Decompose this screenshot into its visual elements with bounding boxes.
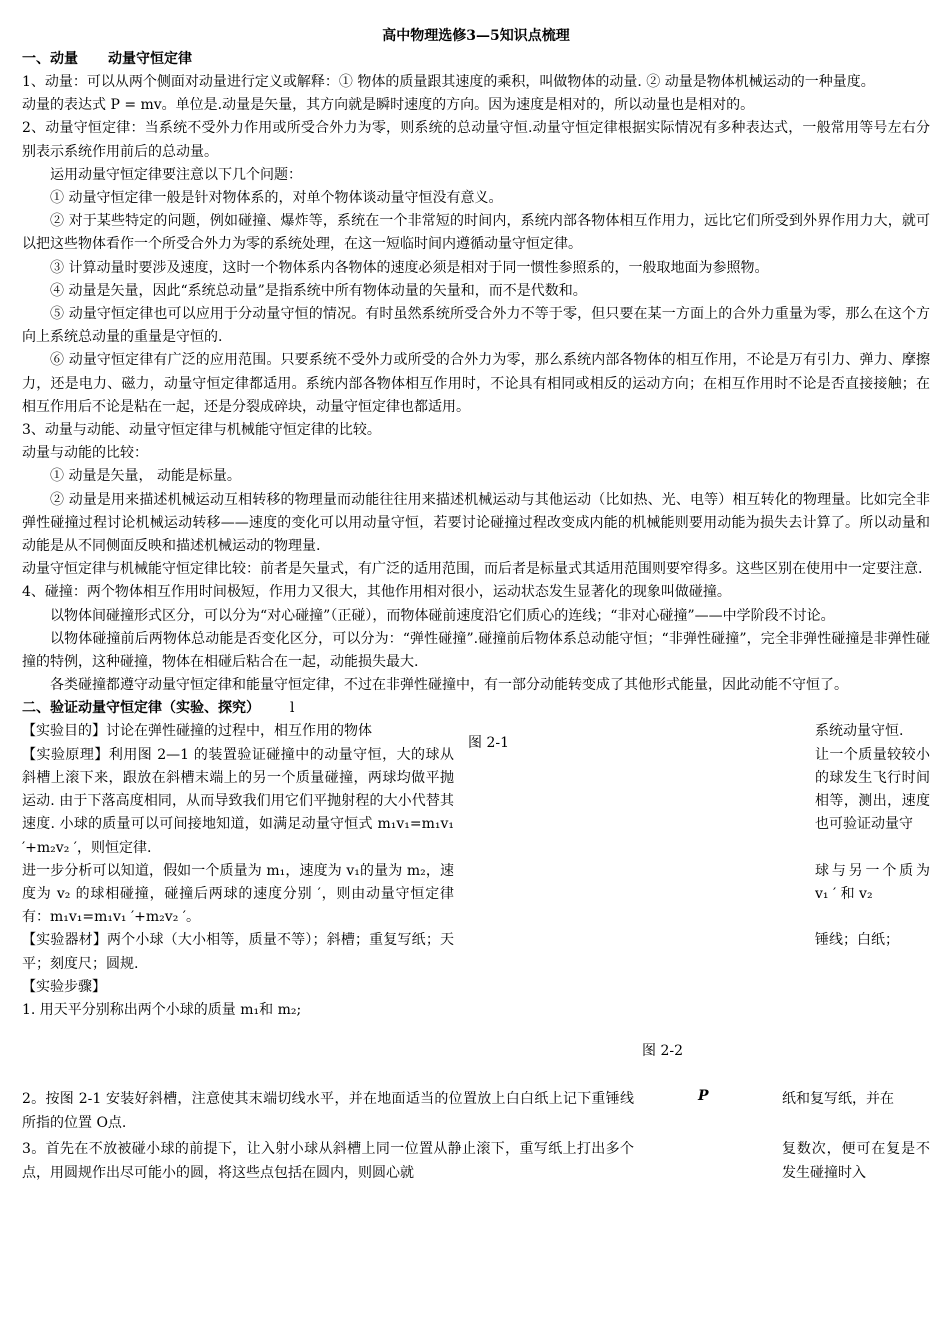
section-1-heading-part-a: 一、动量 [22,51,78,67]
figure-2-2-label: 图 2-2 [642,1043,683,1060]
document-page [22,26,930,1194]
paragraph-law-comparison: 动量守恒定律与机械能守恒定律比较：前者是矢量式，有广泛的适用范围，而后者是标量式其适用范围则要窄得多。这些区别在使用中一定要注意. [22,561,923,578]
section-1-heading-part-b: 动量守恒定律 [108,51,192,67]
point-p-label: P [698,1088,709,1105]
note-4: ④ 动量是矢量，因此“系统总动量”是指系统中所有物体动量的矢量和，而不是代数和。 [50,282,587,299]
section-2-heading-mark: l [290,700,295,717]
paragraph-momentum-definition: 1、动量：可以从两个侧面对动量进行定义或解释：① 物体的质量跟其速度的乘积，叫做物体的动量. ② 动量是物体机械运动的一种量度。 [22,74,875,90]
experiment-right-column [815,720,930,952]
experiment-equipment: 【实验器材】两个小球（大小相等，质量不等）；斜槽；重复写纸；天平；刻度尺；圆规. [22,932,454,972]
note-5: ⑤ 动量守恒定律也可以应用于分动量守恒的情况。有时虽然系统所受合外力不等于零，但只要在某一方面上的合外力重量为零，那么在这个方向上系统总动量的重量是守恒的. [22,306,930,346]
experiment-step-3-right: 复数次，便可在复是不发生碰撞时入 [782,1141,930,1181]
figure-2-1-label: 图 2-1 [468,735,509,752]
comparison-2: ② 动量是用来描述机械运动互相转移的物理量而动能往往用来描述机械运动与其他运动（比如热、光、电等）相互转化的物理量。比如完全非弹性碰撞过程讨论机械运动转移——速度的变化可以用动量守恒，若要讨论碰撞过程改变成内能的机械能则要用动能为损失去计算了。所以动量和动能是从不同侧面反映和描述机械运动的物理量. [22,491,930,555]
experiment-step-3: 3。首先在不放被碰小球的前提下，让入射小球从斜槽上同一位置从静止滚下，重写纸上打出多个点，用圆规作出尽可能小的圆，将这些点包括在圆内，则圆心就 [22,1141,634,1181]
note-2: ② 对于某些特定的问题，例如碰撞、爆炸等，系统在一个非常短的时间内，系统内部各物体相互作用力，远比它们所受到外界作用力大，就可以把这些物体看作一个所受合外力为零的系统处理，在这一短临时间内遵循动量守恒定律。 [22,213,930,253]
section-2-heading-text: 二、验证动量守恒定律（实验、探究） [22,700,260,717]
paragraph-collision-central: 以物体间碰撞形式区分，可以分为“对心碰撞”（正碰），而物体碰前速度沿它们质心的连线；“非对心碰撞”——中学阶段不讨论。 [50,607,835,624]
experiment-columns [22,720,930,1194]
page-title: 高中物理选修3—5知识点梳理 [382,28,570,44]
right-fragment-1: 系统动量守恒. [815,723,904,740]
right-fragment-4: 锤线；白纸； [815,931,899,948]
paragraph-momentum-vs-energy: 动量与动能的比较： [22,445,148,462]
right-fragment-2: 让一个质量较较小的球发生飞行时间相等，测出，速度也可验证动量守 [815,746,930,833]
experiment-step-2-right: 纸和复写纸，并在 [782,1091,894,1108]
experiment-principle: 【实验原理】利用图 2—1 的装置验证碰撞中的动量守恒，大的球从斜槽上滚下来，跟放在斜槽末端上的另一个质量碰撞，两球均做平抛运动. 由于下落高度相同，从而导致我们用它们平抛射程的大小代替其速度. 小球的质量可以可间接地知道，如满足动量守恒式 m₁v₁=m₁v₁ ′+m₂v₂ ′，则恒定律. [22,746,454,856]
experiment-steps-title: 【实验步骤】 [22,978,106,995]
note-3: ③ 计算动量时要涉及速度，这时一个物体系内各物体的速度必须是相对于同一惯性参照系的，一般取地面为参照物。 [50,259,769,276]
paragraph-collision-definition: 4、碰撞：两个物体相互作用时间极短，作用力又很大，其他作用相对很小，运动状态发生显著化的现象叫做碰撞。 [22,584,731,601]
paragraph-conservation-law: 2、动量守恒定律：当系统不受外力作用或所受合外力为零，则系统的总动量守恒.动量守恒定律根据实际情况有多种表达式，一般常用等号左右分别表示系统作用前后的总动量。 [22,120,930,160]
paragraph-collision-energy: 各类碰撞都遵守动量守恒定律和能量守恒定律，不过在非弹性碰撞中，有一部分动能转变成了其他形式能量，因此动能不守恒了。 [50,677,848,694]
right-fragment-3: 球与另一个质为 v₁ ′ 和 v₂ [815,862,930,902]
experiment-step-1: 1. 用天平分别称出两个小球的质量 m₁和 m₂; [22,1001,302,1018]
paragraph-momentum-expression: 动量的表达式 P = mv。单位是.动量是矢量，其方向就是瞬时速度的方向。因为速度是相对的，所以动量也是相对的。 [22,97,755,114]
experiment-analysis: 进一步分析可以知道，假如一个质量为 m₁，速度为 v₁的量为 m₂，速度为 v₂ 的球相碰撞，碰撞后两球的速度分别 ′，则由动量守恒定律有：m₁v₁=m₁v₁ ′+m₂v₂ ′。 [22,862,454,926]
paragraph-collision-elastic: 以物体碰撞前后两物体总动能是否变化区分，可以分为：“弹性碰撞”.碰撞前后物体系总动能守恒；“非弹性碰撞”，完全非弹性碰撞是非弹性碰撞的特例，这种碰撞，物体在相碰后粘合在一起，动能损失最大. [22,630,930,671]
experiment-purpose: 【实验目的】讨论在弹性碰撞的过程中，相互作用的物体 [22,723,372,740]
experiment-step-2: 2。按图 2-1 安装好斜槽，注意使其末端切线水平，并在地面适当的位置放上白白纸上记下重锤线所指的位置 O点. [22,1091,634,1131]
paragraph-notes-intro: 运用动量守恒定律要注意以下几个问题： [50,166,302,183]
section-2-heading [22,697,930,720]
note-1: ① 动量守恒定律一般是针对物体系的，对单个物体谈动量守恒没有意义。 [50,190,503,207]
note-6: ⑥ 动量守恒定律有广泛的应用范围。只要系统不受外力或所受的合外力为零，那么系统内部各物体的相互作用，不论是万有引力、弹力、摩擦力，还是电力、磁力，动量守恒定律都适用。系统内部各物体相互作用时，不论具有相同或相反的运动方向；在相互作用时不论是否直接接触；在相互作用后不论是粘在一起，还是分裂成碎块，动量守恒定律也都适用。 [22,352,930,415]
paragraph-comparison-title: 3、动量与动能、动量守恒定律与机械能守恒定律的比较。 [22,422,381,439]
experiment-left-column [22,720,454,1022]
comparison-1: ① 动量是矢量， 动能是标量。 [50,468,241,485]
section-1-heading [22,48,930,71]
